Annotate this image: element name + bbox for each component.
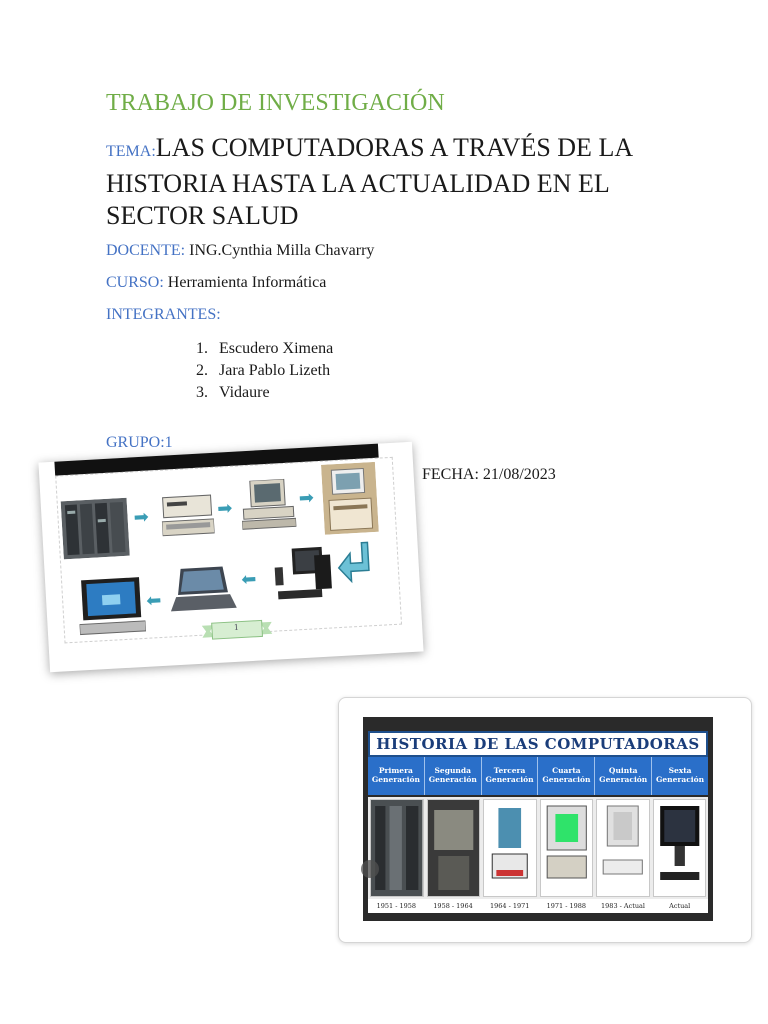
desktop-computer-icon — [160, 491, 215, 542]
arrow-down-left-icon — [335, 540, 374, 588]
generation-label — [482, 757, 539, 795]
generation-label — [652, 757, 708, 795]
generation-word: Generación — [485, 775, 534, 784]
member-name: Escudero Ximena — [219, 340, 334, 357]
date-field — [422, 466, 556, 484]
course-field — [106, 274, 326, 292]
document-title: TRABAJO DE INVESTIGACIÓN — [106, 90, 445, 116]
list-item — [196, 360, 333, 382]
integrated-circuit-computer-photo — [483, 799, 537, 897]
generation-label — [368, 757, 425, 795]
vacuum-tube-computer-photo — [370, 799, 424, 897]
arrow-left-icon: ⬅ — [240, 568, 257, 591]
year-range: 1971 - 1988 — [546, 902, 587, 910]
history-computers-image[interactable] — [338, 697, 752, 943]
all-in-one-computer-icon — [77, 575, 146, 641]
lens-search-icon[interactable] — [361, 860, 379, 878]
computer-desk-icon — [321, 462, 379, 535]
infographic-title: HISTORIA DE LAS COMPUTADORAS — [368, 731, 708, 757]
modern-desktop-photo — [596, 799, 650, 897]
computer-evolution-image[interactable] — [38, 442, 423, 673]
mainframe-icon — [61, 498, 130, 560]
year-range: 1958 - 1964 — [433, 902, 473, 910]
list-item — [196, 338, 333, 360]
generation-label — [425, 757, 482, 795]
year-range: 1983 - Actual — [601, 902, 645, 910]
generation-word: Generación — [599, 775, 648, 784]
members-list — [196, 338, 333, 404]
generation-ordinal: Cuarta — [552, 766, 581, 775]
topic-label: TEMA: — [106, 143, 156, 160]
date-label: FECHA — [422, 466, 475, 483]
generation-ordinal: Primera — [378, 766, 413, 775]
year-range: 1951 - 1958 — [376, 902, 417, 910]
teacher-value: ING.Cynthia Milla Chavarry — [189, 242, 375, 259]
ribbon-number: 1 — [233, 621, 239, 632]
microprocessor-computer-photo — [540, 799, 594, 897]
all-in-one-photo — [653, 799, 707, 897]
generation-word: Generación — [542, 775, 591, 784]
topic-text: LAS COMPUTADORAS A TRAVÉS DE LA HISTORIA HASTA LA ACTUALIDAD EN EL SECTOR SALUD — [106, 133, 632, 230]
arrow-right-icon: ➡ — [298, 487, 315, 510]
member-name: Vidaure — [219, 384, 270, 401]
generation-years — [368, 899, 708, 913]
generation-ordinal: Quinta — [608, 766, 638, 775]
generations-header — [368, 757, 708, 795]
generation-word: Generación — [371, 775, 420, 784]
generation-ordinal: Tercera — [493, 766, 526, 775]
arrow-right-icon: ➡ — [133, 506, 150, 529]
teacher-field — [106, 242, 374, 260]
laptop-icon — [168, 564, 237, 616]
list-number: 3. — [196, 384, 208, 401]
generation-word: Generación — [428, 775, 477, 784]
arrow-right-icon: ➡ — [216, 497, 233, 520]
arrow-left-icon: ⬅ — [145, 589, 162, 612]
course-value: Herramienta Informática — [167, 274, 327, 291]
member-name: Jara Pablo Lizeth — [219, 362, 331, 379]
list-number: 1. — [196, 340, 208, 357]
members-label: INTEGRANTES: — [106, 306, 221, 323]
generation-label — [595, 757, 652, 795]
generation-photos — [368, 797, 708, 899]
tower-computer-icon — [270, 544, 335, 603]
year-range: 1964 - 1971 — [489, 902, 530, 910]
infographic — [363, 717, 713, 921]
topic — [106, 132, 666, 232]
personal-computer-icon — [240, 478, 297, 533]
teacher-label: DOCENTE: — [106, 242, 190, 259]
generation-label — [538, 757, 595, 795]
list-number: 2. — [196, 362, 208, 379]
generation-word: Generación — [656, 775, 705, 784]
generation-ordinal: Sexta — [668, 766, 692, 775]
transistor-computer-photo — [427, 799, 481, 897]
course-label: CURSO: — [106, 274, 168, 291]
group-label: GRUPO:1 — [106, 434, 173, 451]
year-range: Actual — [669, 902, 691, 910]
date-value: : 21/08/2023 — [474, 466, 556, 483]
generation-ordinal: Segunda — [434, 766, 471, 775]
list-item — [196, 382, 333, 404]
